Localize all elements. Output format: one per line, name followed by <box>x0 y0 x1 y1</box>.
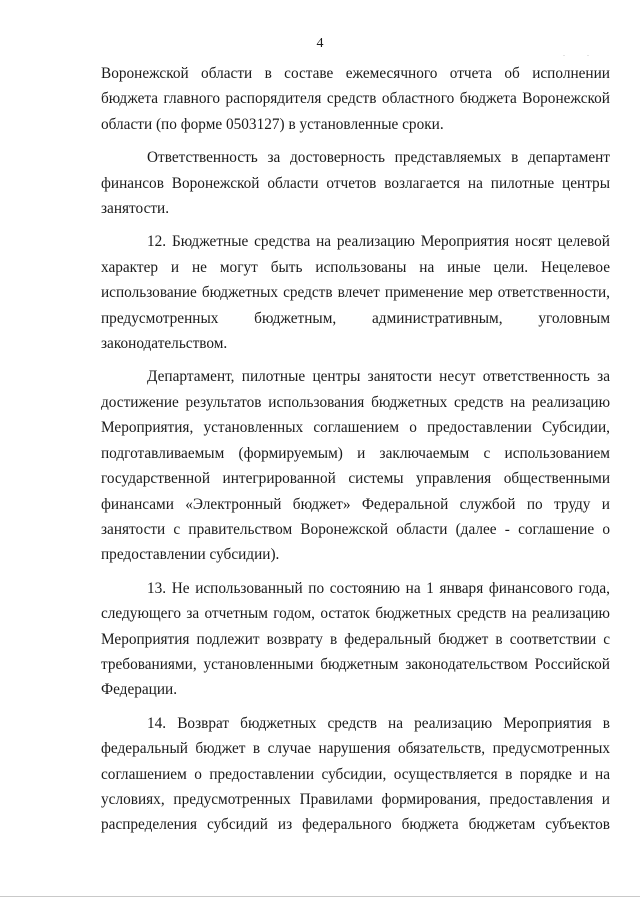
text-line: области (по форме 0503127) в установленные сроки. <box>101 115 444 133</box>
text-line: предоставлении субсидии). <box>101 546 280 564</box>
text-line: подготавливаемым (формируемым) и заключаемым с использованием <box>101 444 610 462</box>
paragraph-item-12 <box>101 229 610 356</box>
scan-artifact-dots: . . <box>563 49 599 58</box>
text-line: следующего за отчетным годом, остаток бюджетных средств на реализацию <box>101 605 610 623</box>
text-line: использование бюджетных средств влечет применение мер ответственности, <box>101 284 610 302</box>
paragraph-responsibility <box>101 145 610 221</box>
text-line: требованиями, установленными бюджетным законодательством Российской <box>101 655 610 673</box>
text-line: достижение результатов использования бюджетных средств на реализацию <box>101 393 610 411</box>
text-line: предусмотренных бюджетным, административным, уголовным <box>101 309 610 327</box>
document-body <box>101 61 610 838</box>
text-line: финансов Воронежской области отчетов возлагается на пилотные центры <box>101 174 610 192</box>
text-line: соглашением о предоставлении субсидии, осуществляется в порядке и на <box>101 765 610 783</box>
text-line: условиях, предусмотренных Правилами формирования, предоставления и <box>101 790 610 808</box>
text-line: характер и не могут быть использованы на иные цели. Нецелевое <box>101 258 610 276</box>
text-line: законодательством. <box>101 335 228 353</box>
text-line: бюджета главного распорядителя средств областного бюджета Воронежской <box>101 90 610 108</box>
text-line: Департамент, пилотные центры занятости несут ответственность за <box>147 368 610 386</box>
scan-bottom-edge <box>0 896 640 897</box>
text-line: занятости с правительством Воронежской области (далее - соглашение о <box>101 520 610 538</box>
paragraph-department-responsibility <box>101 364 610 567</box>
paragraph-item-14 <box>101 711 610 838</box>
text-line: 14. Возврат бюджетных средств на реализацию Мероприятия в <box>147 714 610 732</box>
text-line: распределения субсидий из федерального бюджета бюджетам субъектов <box>101 816 610 834</box>
paragraph-continuation <box>101 61 610 137</box>
text-line: Воронежской области в составе ежемесячного отчета об исполнении <box>101 65 610 82</box>
page-number: 4 <box>316 36 324 51</box>
text-line: 13. Не использованный по состоянию на 1 января финансового года, <box>147 579 610 597</box>
text-line: федеральный бюджет в случае нарушения обязательств, предусмотренных <box>101 740 610 758</box>
text-line: финансами «Электронный бюджет» Федеральной службой по труду и <box>101 495 610 513</box>
text-line: Федерации. <box>101 681 178 699</box>
text-line: 12. Бюджетные средства на реализацию Мероприятия носят целевой <box>147 233 610 251</box>
text-line: Мероприятия подлежит возврату в федеральный бюджет в соответствии с <box>101 630 610 648</box>
text-line: занятости. <box>101 200 170 218</box>
text-line: Ответственность за достоверность представляемых в департамент <box>147 149 610 167</box>
text-line: государственной интегрированной системы управления общественными <box>101 470 610 488</box>
paragraph-item-13 <box>101 576 610 703</box>
text-line: Мероприятия, установленных соглашением о предоставлении Субсидии, <box>101 419 610 437</box>
